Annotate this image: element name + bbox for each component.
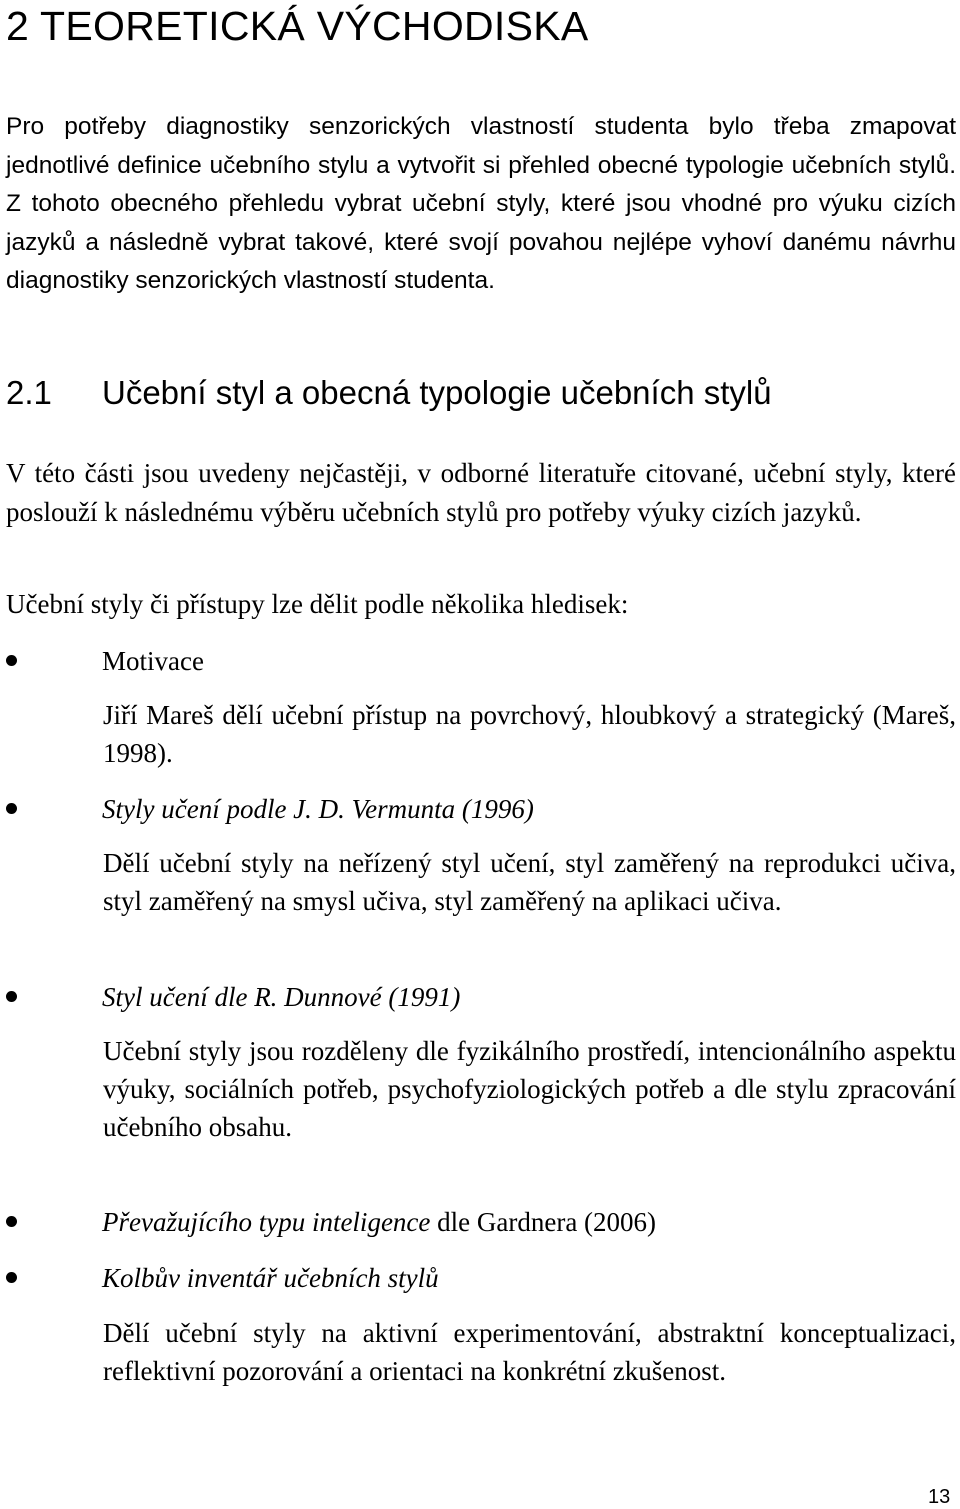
chapter-title: 2 TEORETICKÁ VÝCHODISKA [6, 3, 589, 49]
section-paragraph: V této části jsou uvedeny nejčastěji, v odborné literatuře citované, učební styly, které poslouží k následnému výběru učebních stylů pro potřeby výuky cizích jazyků. [6, 458, 956, 527]
page-number: 13 [928, 1486, 951, 1508]
bullet-label: Kolbův inventář učebních stylů [102, 1263, 439, 1293]
bullet-label: Styly učení podle J. D. Vermunta (1996) [102, 794, 534, 824]
bullet-description: Jiří Mareš dělí učební přístup na povrchový, hloubkový a strategický (Mareš, 1998). [103, 700, 956, 769]
bullet-icon [6, 803, 17, 814]
intro-paragraph: Pro potřeby diagnostiky senzorických vlastností studenta bylo třeba zmapovat jednotlivé definice učebního stylu a vytvořit si přehled obecné typologie učebních stylů. Z tohoto obecného přehledu vybrat učební styly, které jsou vhodné pro výuku cizích jazyků a následně vybrat takové, které svojí povahou nejlépe vyhoví danému návrhu diagnostiky senzorických vlastností studenta. [6, 113, 956, 295]
bullet-icon [6, 1216, 17, 1227]
bullet-label: Motivace [102, 646, 204, 676]
lead-sentence: Učební styly či přístupy lze dělit podle několika hledisek: [6, 589, 629, 619]
bullet-label: Styl učení dle R. Dunnové (1991) [102, 982, 461, 1012]
section-title: Učební styl a obecná typologie učebních stylů [102, 374, 772, 411]
bullet-description: Dělí učební styly na aktivní experimentování, abstraktní konceptualizaci, reflektivní pozorování a orientaci na konkrétní zkušenost. [103, 1318, 956, 1387]
section-heading [6, 370, 772, 416]
bullet-icon [6, 655, 17, 666]
bullet-label [102, 1203, 656, 1241]
section-number: 2.1 [6, 374, 52, 411]
bullet-label-italic: Převažujícího typu inteligence [102, 1207, 431, 1237]
bullet-description: Dělí učební styly na neřízený styl učení, styl zaměřený na reprodukci učiva, styl zaměřený na smysl učiva, styl zaměřený na aplikaci učiva. [103, 848, 956, 917]
bullet-icon [6, 991, 17, 1002]
bullet-icon [6, 1272, 17, 1283]
bullet-description: Učební styly jsou rozděleny dle fyzikálního prostředí, intencionálního aspektu výuky, sociálních potřeb, psychofyziologických potřeb a dle stylu zpracování učebního obsahu. [103, 1036, 956, 1143]
bullet-label-rest: dle Gardnera (2006) [430, 1207, 657, 1237]
